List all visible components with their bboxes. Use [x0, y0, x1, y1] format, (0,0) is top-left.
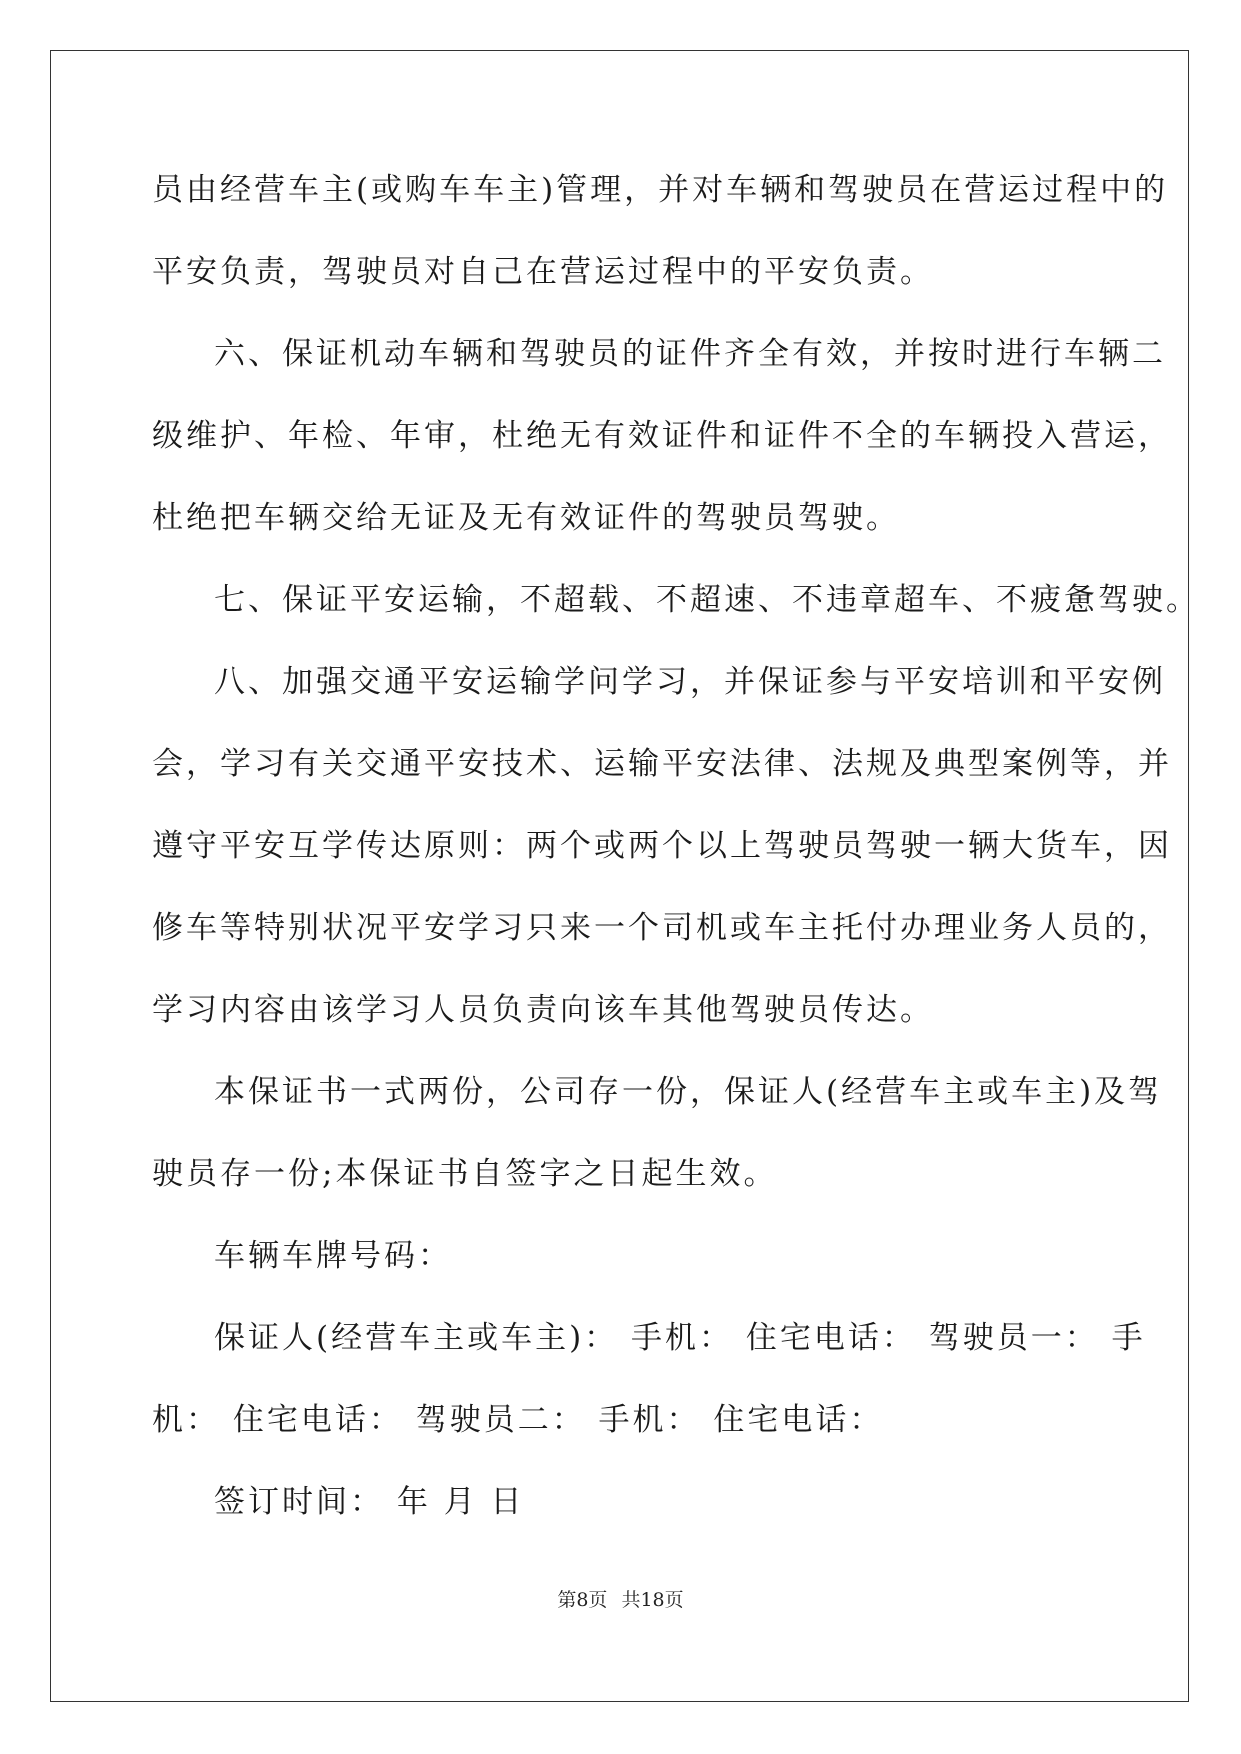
- text-line: 修车等特别状况平安学习只来一个司机或车主托付办理业务人员的，: [152, 910, 1172, 946]
- text-line: 保证人(经营车主或车主)： 手机： 住宅电话： 驾驶员一： 手: [214, 1320, 1146, 1356]
- text-line: 杜绝把车辆交给无证及无有效证件的驾驶员驾驶。: [152, 500, 900, 536]
- text-line: 员由经营车主(或购车车主)管理，并对车辆和驾驶员在营运过程中的: [152, 172, 1169, 208]
- text-line: 本保证书一式两份，公司存一份，保证人(经营车主或车主)及驾: [214, 1074, 1163, 1110]
- text-line: 会，学习有关交通平安技术、运输平安法律、法规及典型案例等，并: [152, 746, 1172, 782]
- text-line: 驶员存一份;本保证书自签字之日起生效。: [152, 1156, 778, 1192]
- total-pages: 共18页: [621, 1589, 684, 1611]
- text-line: 级维护、年检、年审，杜绝无有效证件和证件不全的车辆投入营运，: [152, 418, 1172, 454]
- text-line: 签订时间： 年 月 日: [214, 1484, 525, 1520]
- text-line: 六、保证机动车辆和驾驶员的证件齐全有效，并按时进行车辆二: [214, 336, 1166, 372]
- text-line: 机： 住宅电话： 驾驶员二： 手机： 住宅电话：: [152, 1402, 884, 1438]
- text-line: 车辆车牌号码：: [214, 1238, 452, 1274]
- text-line: 学习内容由该学习人员负责向该车其他驾驶员传达。: [152, 992, 934, 1028]
- document-body: [152, 160, 1200, 1554]
- page-number: 第8页: [557, 1589, 608, 1611]
- text-line: 八、加强交通平安运输学问学习，并保证参与平安培训和平安例: [214, 664, 1166, 700]
- text-line: 七、保证平安运输，不超载、不超速、不违章超车、不疲惫驾驶。: [214, 582, 1200, 618]
- page-footer: [0, 1585, 1241, 1615]
- text-line: 遵守平安互学传达原则：两个或两个以上驾驶员驾驶一辆大货车，因: [152, 828, 1172, 864]
- text-line: 平安负责，驾驶员对自己在营运过程中的平安负责。: [152, 254, 934, 290]
